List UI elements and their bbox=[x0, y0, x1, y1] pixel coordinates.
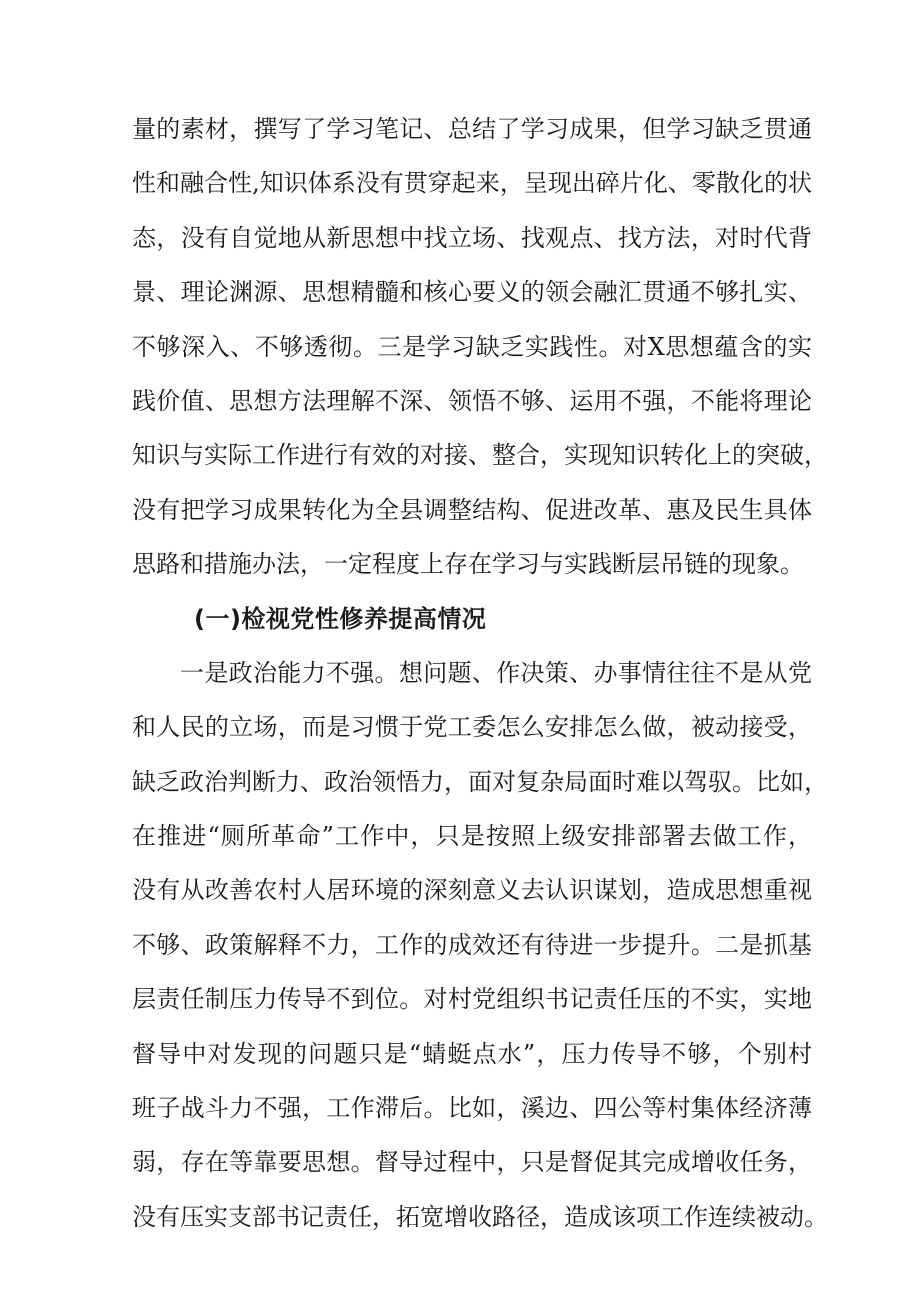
text-line: 量的素材，撰写了学习笔记、总结了学习成果，但学习缺乏贯通 bbox=[132, 115, 812, 143]
text-line: 层责任制压力传导不到位。对村党组织书记责任压的不实，实地 bbox=[132, 985, 812, 1014]
section-heading: (一)检视党性修养提高情况 bbox=[194, 604, 487, 633]
text-line: 态，没有自觉地从新思想中找立场、找观点、找方法，对时代背 bbox=[132, 223, 812, 252]
text-line: 没有从改善农村人居环境的深刻意义去认识谋划，造成思想重视 bbox=[132, 876, 812, 905]
body-text bbox=[132, 102, 828, 1244]
text-line: 没有压实支部书记责任，拓宽增收路径，造成该项工作连续被动。 bbox=[132, 1202, 828, 1231]
text-line: 景、理论渊源、思想精髓和核心要义的领会融汇贯通不够扎实、 bbox=[132, 278, 812, 307]
text-line: 督导中对发现的问题只是“蜻蜓点水”，压力传导不够，个别村 bbox=[132, 1039, 812, 1068]
paragraph-first-line: 一是政治能力不强。想问题、作决策、办事情往往不是从党 bbox=[180, 658, 812, 687]
text-line: 知识与实际工作进行有效的对接、整合，实现知识转化上的突破， bbox=[132, 441, 828, 470]
text-line: 性和融合性,知识体系没有贯穿起来，呈现出碎片化、零散化的状 bbox=[132, 169, 812, 198]
text-line: 弱，存在等靠要思想。督导过程中，只是督促其完成增收任务， bbox=[132, 1148, 812, 1177]
text-line: 没有把学习成果转化为全县调整结构、促进改革、惠及民生具体 bbox=[132, 495, 812, 524]
text-line: 班子战斗力不强，工作滞后。比如，溪边、四公等村集体经济薄 bbox=[132, 1094, 812, 1123]
text-line: 在推进“厕所革命”工作中，只是按照上级安排部署去做工作， bbox=[132, 822, 812, 851]
text-line: 不够深入、不够透彻。三是学习缺乏实践性。对X思想蕴含的实 bbox=[132, 332, 812, 361]
text-line: 思路和措施办法，一定程度上存在学习与实践断层吊链的现象。 bbox=[132, 550, 804, 579]
text-line: 践价值、思想方法理解不深、领悟不够、运用不强，不能将理论 bbox=[132, 386, 812, 415]
text-line: 和人民的立场，而是习惯于党工委怎么安排怎么做，被动接受， bbox=[132, 713, 812, 742]
text-line: 不够、政策解释不力，工作的成效还有待进一步提升。二是抓基 bbox=[132, 930, 812, 959]
text-line: 缺乏政治判断力、政治领悟力，面对复杂局面时难以驾驭。比如， bbox=[132, 767, 828, 796]
